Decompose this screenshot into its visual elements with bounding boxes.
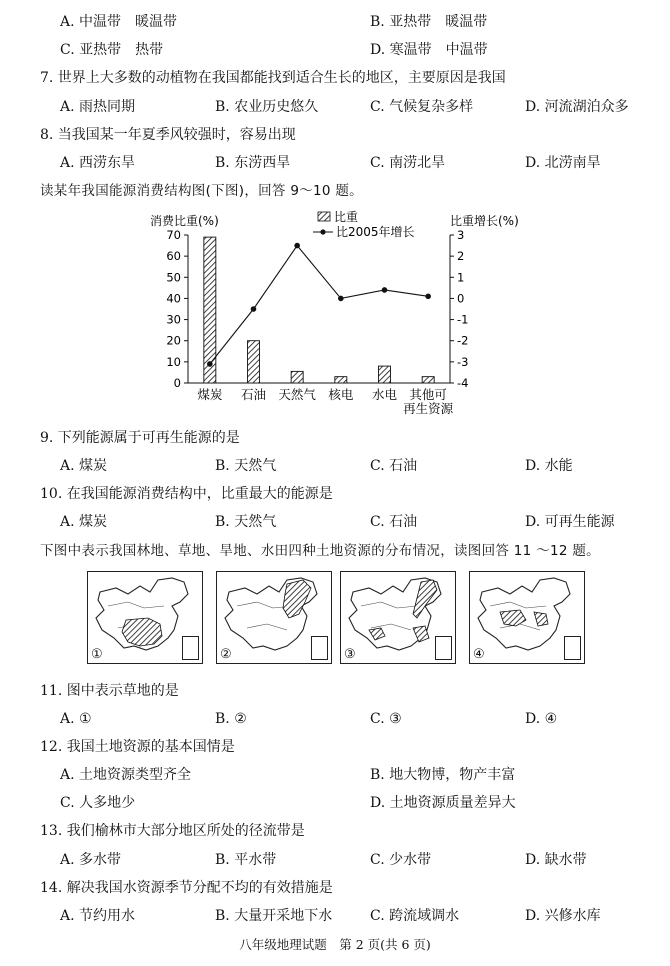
question-stem: 7. 世界上大多数的动植物在我国都能找到适合生长的地区，主要原因是我国 <box>40 70 506 86</box>
south-china-sea-inset <box>435 636 452 660</box>
bar-5 <box>379 366 391 383</box>
left-tick-label: 60 <box>166 249 181 264</box>
legend-bar-label: 比重 <box>334 210 359 224</box>
answer-option: A. 中温带 暖温带 <box>60 14 178 30</box>
answer-option: C. 亚热带 热带 <box>60 42 164 58</box>
question-stem: 10. 在我国能源消费结构中，比重最大的能源是 <box>40 486 333 502</box>
land-map-3 <box>340 571 456 664</box>
legend-line-marker <box>320 229 325 234</box>
map-number-label: ③ <box>344 647 356 662</box>
question-stem: 11. 图中表示草地的是 <box>40 683 179 699</box>
answer-option: B. 东涝西旱 <box>215 155 291 171</box>
answer-option: A. 多水带 <box>60 852 122 868</box>
answer-option: B. 天然气 <box>215 514 277 530</box>
right-axis-title: 比重增长(%) <box>450 214 519 228</box>
question-stem: 13. 我们榆林市大部分地区所处的径流带是 <box>40 823 305 839</box>
question-stem: 8. 当我国某一年夏季风较强时，容易出现 <box>40 127 296 143</box>
left-axis-title: 消费比重(%) <box>150 214 219 228</box>
answer-option: B. 平水带 <box>215 852 277 868</box>
answer-option: A. 土地资源类型齐全 <box>60 767 192 783</box>
right-tick-label: -4 <box>457 376 469 390</box>
answer-option: D. 土地资源质量差异大 <box>370 795 516 811</box>
category-label: 天然气 <box>278 387 316 402</box>
answer-option: B. ② <box>215 711 247 727</box>
answer-option: A. 煤炭 <box>60 458 108 474</box>
answer-option: D. ④ <box>525 711 558 727</box>
answer-option: C. 气候复杂多样 <box>370 99 474 115</box>
page-footer: 八年级地理试题 第 2 页(共 6 页) <box>239 937 431 952</box>
reading-instruction: 下图中表示我国林地、草地、旱地、水田四种土地资源的分布情况，读图回答 11 ～12 题。 <box>40 543 600 559</box>
left-tick-label: 70 <box>166 228 181 242</box>
map-number-label: ② <box>220 647 232 662</box>
category-label: 水电 <box>371 387 398 402</box>
growth-point-6 <box>425 294 431 300</box>
answer-option: C. 人多地少 <box>60 795 136 811</box>
right-tick-label: 1 <box>457 270 465 285</box>
question-stem: 14. 解决我国水资源季节分配不均的有效措施是 <box>40 880 333 896</box>
right-tick-label: -1 <box>457 312 469 327</box>
right-tick-label: 2 <box>457 249 465 264</box>
question-stem: 9. 下列能源属于可再生能源的是 <box>40 430 240 446</box>
category-label: 煤炭 <box>197 387 223 402</box>
category-label: 再生资源 <box>403 401 454 416</box>
answer-option: D. 可再生能源 <box>525 514 615 530</box>
answer-option: B. 地大物博，物产丰富 <box>370 767 516 783</box>
growth-point-4 <box>338 296 344 302</box>
answer-option: C. 跨流域调水 <box>370 908 460 924</box>
category-label: 其他可 <box>409 387 447 402</box>
growth-point-5 <box>382 287 388 293</box>
answer-option: C. ③ <box>370 711 402 727</box>
growth-point-2 <box>251 306 257 312</box>
answer-option: C. 石油 <box>370 458 418 474</box>
growth-point-1 <box>207 361 213 367</box>
south-china-sea-inset <box>182 636 199 660</box>
legend-bar-swatch <box>318 212 330 221</box>
right-tick-label: -2 <box>457 333 469 348</box>
answer-option: A. 煤炭 <box>60 514 108 530</box>
bar-6 <box>422 377 434 383</box>
map-number-label: ① <box>91 647 103 662</box>
category-label: 核电 <box>328 387 354 402</box>
answer-option: B. 天然气 <box>215 458 277 474</box>
answer-option: C. 石油 <box>370 514 418 530</box>
left-tick-label: 30 <box>166 312 181 327</box>
left-tick-label: 20 <box>166 333 181 348</box>
answer-option: D. 缺水带 <box>525 852 587 868</box>
answer-option: D. 北涝南旱 <box>525 155 601 171</box>
answer-option: C. 少水带 <box>370 852 432 868</box>
legend-line-label: 比2005年增长 <box>336 225 415 239</box>
bar-1 <box>204 237 216 383</box>
bar-3 <box>291 371 303 383</box>
south-china-sea-inset <box>564 636 581 660</box>
bar-4 <box>335 377 347 383</box>
reading-instruction: 读某年我国能源消费结构图(下图)，回答 9～10 题。 <box>40 183 363 199</box>
answer-option: A. ① <box>60 711 92 727</box>
south-china-sea-inset <box>311 636 328 660</box>
map-number-label: ④ <box>473 647 485 662</box>
answer-option: D. 河流湖泊众多 <box>525 99 629 115</box>
right-tick-label: 0 <box>457 291 465 306</box>
answer-option: D. 兴修水库 <box>525 908 601 924</box>
left-tick-label: 50 <box>166 270 181 285</box>
land-map-1 <box>87 571 203 664</box>
left-tick-label: 10 <box>166 354 181 369</box>
answer-option: B. 大量开采地下水 <box>215 908 333 924</box>
answer-option: A. 西涝东旱 <box>60 155 136 171</box>
answer-option: B. 亚热带 暖温带 <box>370 14 488 30</box>
category-label: 石油 <box>240 387 267 402</box>
bar-2 <box>248 341 260 383</box>
energy-consumption-chart <box>150 208 530 426</box>
answer-option: A. 雨热同期 <box>60 99 136 115</box>
growth-point-3 <box>294 243 300 249</box>
answer-option: C. 南涝北旱 <box>370 155 446 171</box>
land-map-4 <box>469 571 585 664</box>
answer-option: B. 农业历史悠久 <box>215 99 319 115</box>
question-stem: 12. 我国土地资源的基本国情是 <box>40 739 235 755</box>
right-tick-label: -3 <box>457 354 469 369</box>
right-tick-label: 3 <box>457 228 465 242</box>
chart-svg <box>150 208 530 426</box>
answer-option: D. 寒温带 中温带 <box>370 42 488 58</box>
land-map-2 <box>216 571 332 664</box>
answer-option: D. 水能 <box>525 458 573 474</box>
left-tick-label: 40 <box>166 291 181 306</box>
left-tick-label: 0 <box>173 376 181 390</box>
answer-option: A. 节约用水 <box>60 908 136 924</box>
growth-line <box>210 246 428 364</box>
